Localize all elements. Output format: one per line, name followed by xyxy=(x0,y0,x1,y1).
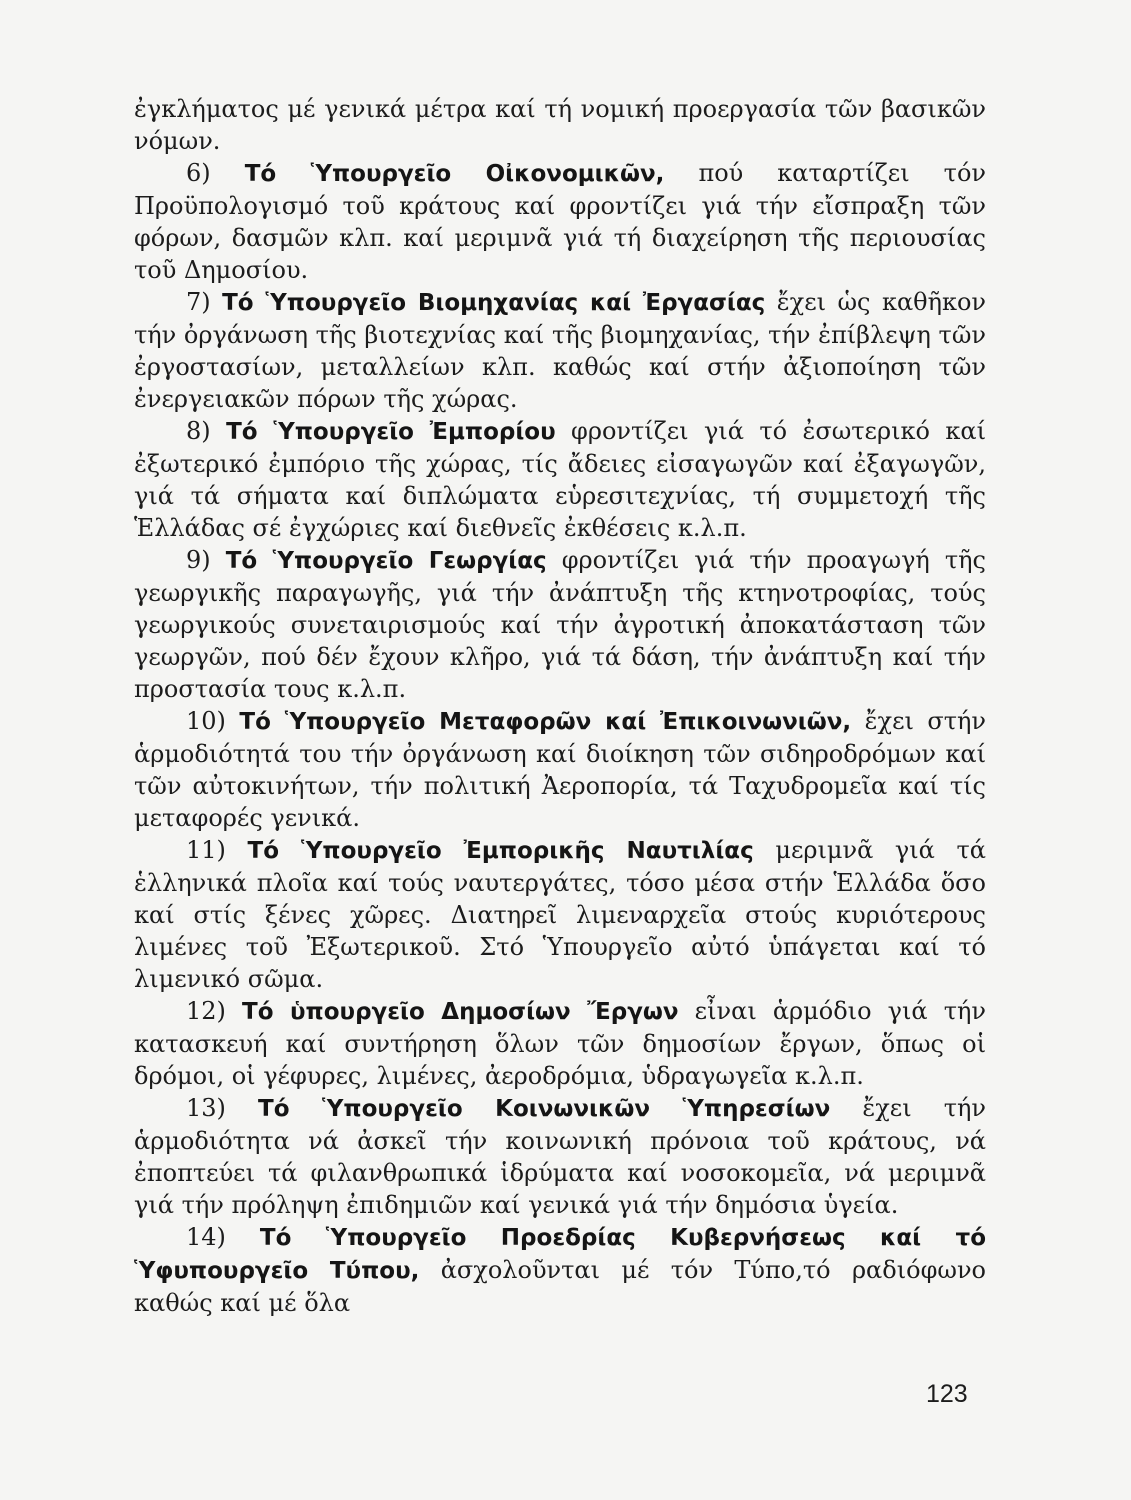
ministry-item-10 xyxy=(134,705,986,834)
item-description: ἔχει ὡς καθῆκον τήν ὀργάνωση τῆς βιοτεχνίας καί τῆς βιομηχανίας, τήν ἐπίβλεψη τῶν ἐργοστασίων, μεταλλείων κλπ. καθώς καί στήν ἀξιοποίηση τῶν ἐνεργειακῶν πόρων τῆς χώρας. xyxy=(134,288,987,413)
item-number: 10) xyxy=(186,707,226,735)
ministry-item-11 xyxy=(134,834,986,995)
item-description: ἔχει τήν ἁρμοδιότητα νά ἀσκεῖ τήν κοινωνική πρόνοια τοῦ κράτους, νά ἐποπτεύει τά φιλανθρωπικά ἱδρύματα καί νοσοκομεῖα, νά μεριμνᾶ γιά τήν πρόληψη ἐπιδημιῶν καί γενικά γιά τήν δημόσια ὑγεία. xyxy=(134,1094,986,1219)
item-description: μεριμνᾶ γιά τά ἑλληνικά πλοῖα καί τούς ναυτεργάτες, τόσο μέσα στήν Ἑλλάδα ὅσο καί στίς ξένες χῶρες. Διατηρεῖ λιμεναρχεῖα στούς κυριότερους λιμένες τοῦ Ἐξωτερικοῦ. Στό Ὑπουργεῖο αὐτό ὑπάγεται καί τό λιμενικό σῶμα. xyxy=(134,836,986,993)
ministry-name: Τό Ὑπουργεῖο Μεταφορῶν καί Ἐπικοινωνιῶν, xyxy=(239,709,852,735)
item-description: φροντίζει γιά τήν προαγωγή τῆς γεωργικῆς παραγωγῆς, γιά τήν ἀνάπτυξη τῆς κτηνοτροφίας, τούς γεωργικούς συνεταιρισμούς καί τήν ἀγροτική ἀποκατάσταση τῶν γεωργῶν, πού δέν ἔχουν κλῆρο, γιά τά δάση, τήν ἀνάπτυξη καί τήν προστασία τους κ.λ.π. xyxy=(134,546,986,703)
item-number: 12) xyxy=(186,997,226,1025)
item-description: ἔχει στήν ἁρμοδιότητά του τήν ὀργάνωση καί διοίκηση τῶν σιδηροδρόμων καί τῶν αὐτοκινήτων, τήν πολιτική Ἀεροπορία, τά Ταχυδρομεῖα καί τίς μεταφορές γενικά. xyxy=(134,707,986,832)
ministry-name: Τό Ὑπουργεῖο Προεδρίας Κυβερνήσεως καί τό Ὑφυπουργεῖο Τύπου, xyxy=(134,1225,986,1284)
item-number: 7) xyxy=(186,288,211,316)
item-number: 9) xyxy=(186,546,211,574)
item-description: εἶναι ἁρμόδιο γιά τήν κατασκευή καί συντήρηση ὅλων τῶν δημοσίων ἔργων, ὅπως οἱ δρόμοι, οἱ γέφυρες, λιμένες, ἀεροδρόμια, ὑδραγωγεῖα κ.λ.π. xyxy=(134,997,986,1090)
ministry-item-9 xyxy=(134,544,986,705)
ministry-item-6 xyxy=(134,157,986,286)
item-number: 8) xyxy=(186,417,211,445)
item-description: ἀσχολοῦνται μέ τόν Τύπο,τό ραδιόφωνο καθώς καί μέ ὅλα xyxy=(134,1256,986,1317)
item-description: φροντίζει γιά τό ἐσωτερικό καί ἐξωτερικό ἐμπόριο τῆς χώρας, τίς ἄδειες εἰσαγωγῶν καί ἐξαγωγῶν, γιά τά σήματα καί διπλώματα εὑρεσιτεχνίας, τή συμμετοχή τῆς Ἑλλάδας σέ ἐγχώριες καί διεθνεῖς ἐκθέσεις κ.λ.π. xyxy=(134,417,986,542)
item-number: 6) xyxy=(186,159,211,187)
ministry-item-7 xyxy=(134,286,986,415)
ministry-item-13 xyxy=(134,1092,986,1221)
ministry-name: Τό Ὑπουργεῖο Οἰκονομικῶν, xyxy=(244,161,665,187)
item-number: 13) xyxy=(186,1094,226,1122)
item-description: πού καταρτίζει τόν Προϋπολογισμό τοῦ κράτους καί φροντίζει γιά τήν εἴσπραξη τῶν φόρων, δασμῶν κλπ. καί μεριμνᾶ γιά τή διαχείρηση τῆς περιουσίας τοῦ Δημοσίου. xyxy=(134,159,986,284)
ministry-name: Τό Ὑπουργεῖο Βιομηχανίας καί Ἐργασίας xyxy=(222,290,766,316)
ministry-item-14 xyxy=(134,1221,986,1319)
ministry-name: Τό Ὑπουργεῖο Γεωργίας xyxy=(225,548,547,574)
ministry-item-8 xyxy=(134,415,986,544)
ministry-name: Τό Ὑπουργεῖο Ἐμπορικῆς Ναυτιλίας xyxy=(247,838,754,864)
ministry-item-12 xyxy=(134,995,986,1092)
ministry-name: Τό Ὑπουργεῖο Ἐμπορίου xyxy=(226,419,556,445)
page-number: 123 xyxy=(926,1380,968,1408)
ministry-name: Τό Ὑπουργεῖο Κοινωνικῶν Ὑπηρεσίων xyxy=(258,1096,831,1122)
intro-paragraph: ἐγκλήματος μέ γενικά μέτρα καί τή νομική προεργασία τῶν βασικῶν νόμων. xyxy=(134,95,986,155)
ministry-name: Τό ὑπουργεῖο Δημοσίων Ἔργων xyxy=(242,999,679,1025)
item-number: 11) xyxy=(186,836,226,864)
item-number: 14) xyxy=(186,1223,226,1251)
body-text xyxy=(134,93,986,1319)
